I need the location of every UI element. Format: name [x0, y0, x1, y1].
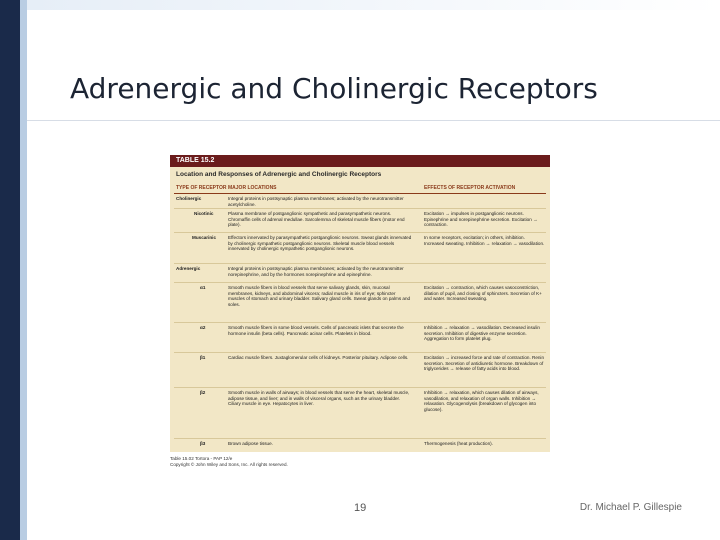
receptor-locations: Integral proteins in postsynaptic plasma membranes; activated by the neurotransmitter norepinephrine, and by the hormones norepinephrine and epinephrine. — [228, 266, 404, 277]
row-divider — [174, 282, 546, 283]
row-divider — [174, 263, 546, 264]
left-accent-bar — [0, 0, 20, 540]
table-subtitle: Location and Responses of Adrenergic and Cholinergic Receptors — [176, 171, 382, 178]
row-divider — [174, 232, 546, 233]
receptor-table-image — [170, 155, 550, 452]
slide-title: Adrenergic and Cholinergic Receptors — [70, 72, 598, 105]
receptor-locations: Brown adipose tissue. — [228, 441, 273, 446]
table-header-bar: TABLE 15.2 — [170, 155, 550, 167]
row-divider — [174, 438, 546, 439]
row-divider — [174, 208, 546, 209]
receptor-effects: In some receptors, excitation; in others, inhibition. Increased sweating. Inhibition → relaxation → vasodilation. — [424, 235, 545, 246]
column-header-locations: MAJOR LOCATIONS — [228, 185, 277, 191]
row-divider — [174, 352, 546, 353]
receptor-locations: Smooth muscle in walls of airways; in blood vessels that serve the heart, skeletal muscle, adipose tissue, and liver; and in walls of visceral organs, such as the urinary bladder. Ciliary muscle in eye. Hepatocytes in liver. — [228, 390, 410, 407]
column-header-effects: EFFECTS OF RECEPTOR ACTIVATION — [424, 185, 516, 191]
receptor-effects: Excitation → increased force and rate of contraction. Renin secretion. Secretion of antidiuretic hormone. Breakdown of triglycerides → release of fatty acids into blood. — [424, 355, 545, 372]
column-header-type: TYPE OF RECEPTOR — [176, 185, 227, 191]
row-divider — [174, 387, 546, 388]
receptor-effects: Inhibition → relaxation, which causes dilation of airways, vasodilation, and relaxation of organ walls. Inhibition → relaxation. Glycogenolysis (breakdown of glycogen into glucose). — [424, 390, 539, 412]
receptor-type: β1 — [200, 355, 206, 360]
receptor-type: Cholinergic — [176, 196, 202, 201]
title-divider — [27, 120, 720, 121]
receptor-type: β2 — [200, 390, 206, 395]
receptor-locations: Integral proteins in postsynaptic plasma membranes; activated by the neurotransmitter acetylcholine. — [228, 196, 404, 207]
receptor-effects: Excitation → contraction, which causes vasoconstriction, dilation of pupil, and closing of sphincters. Secretion of K+ and water. Increased sweating. — [424, 285, 542, 302]
receptor-type: β3 — [200, 441, 206, 446]
top-accent-band — [27, 0, 720, 10]
receptor-type: Muscarinic — [192, 235, 216, 240]
receptor-type: Adrenergic — [176, 266, 201, 271]
table-caption-copyright: Copyright © John Wiley and Sons, Inc. All rights reserved. — [170, 462, 288, 467]
left-accent-bar-light — [20, 0, 27, 540]
receptor-effects: Thermogenesis (heat production). — [424, 441, 493, 446]
page-number: 19 — [354, 502, 367, 514]
receptor-effects: Inhibition → relaxation → vasodilation. Decreased insulin secretion. Inhibition of digestive enzyme secretion. Aggregation to form platelet plug. — [424, 325, 540, 342]
table-caption — [170, 456, 288, 468]
receptor-locations: Effectors innervated by parasympathetic postganglionic neurons. Sweat glands innervated by cholinergic sympathetic postganglionic neurons. Skeletal muscle blood vessels innervated by cholinergic sympathetic postganglionic neurons. — [228, 235, 412, 252]
receptor-locations: Plasma membrane of postganglionic sympathetic and parasympathetic neurons. Chromaffin cells of adrenal medullae. Sarcolemma of skeletal muscle fibers (motor end plate). — [228, 211, 405, 228]
receptor-type: Nicotinic — [194, 211, 214, 216]
receptor-effects: Excitation → impulses in postganglionic neurons. Epinephrine and norepinephrine secretion. Excitation → contraction. — [424, 211, 538, 228]
row-divider — [174, 322, 546, 323]
receptor-locations: Smooth muscle fibers in some blood vessels. Cells of pancreatic islets that secrete the hormone insulin (beta cells). Pancreatic acinar cells. Platelets in blood. — [228, 325, 404, 336]
table-caption-source: Table 15.02 Tortora - PAP 12/e — [170, 456, 233, 461]
footer-author: Dr. Michael P. Gillespie — [579, 502, 682, 513]
receptor-type: α2 — [200, 325, 206, 330]
column-header-rule — [174, 193, 546, 194]
receptor-locations: Cardiac muscle fibers. Juxtaglomerular cells of kidneys. Posterior pituitary. Adipose cells. — [228, 355, 409, 360]
receptor-locations: Smooth muscle fibers in blood vessels that serve salivary glands, skin, mucosal membranes, kidneys, and abdominal viscera; radial muscle in iris of eye; sphincter muscles of stomach and urinary bladder. Salivary gland cells. Sweat glands on palms and soles. — [228, 285, 411, 307]
receptor-type: α1 — [200, 285, 206, 290]
